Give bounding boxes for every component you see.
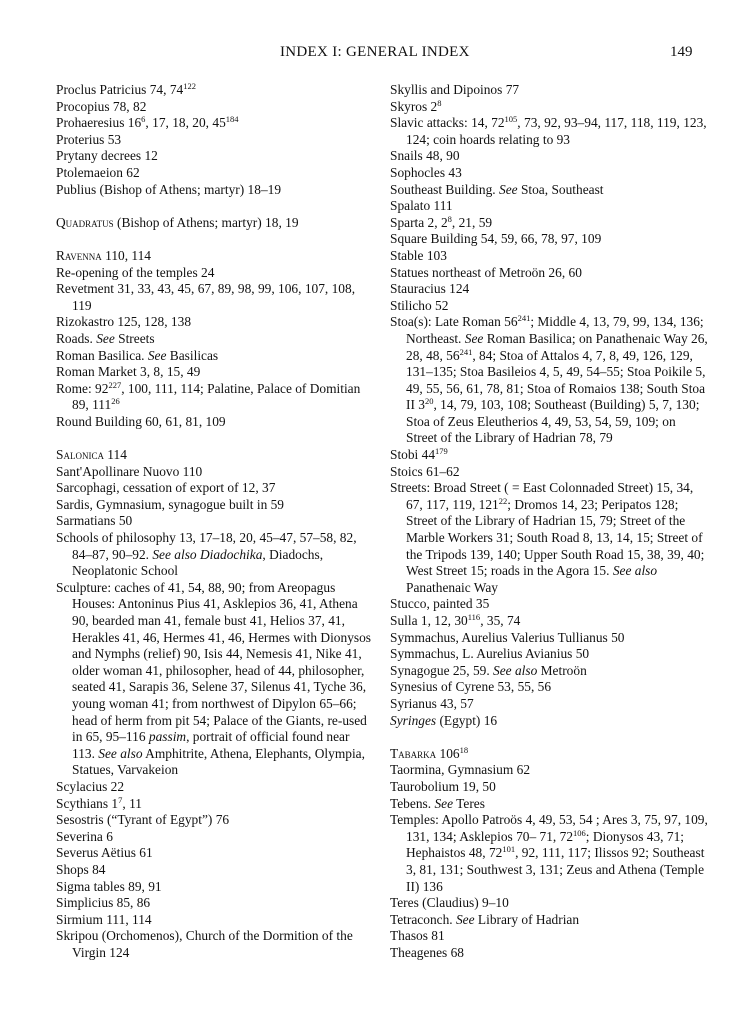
index-entry: Ravenna 110, 114	[56, 247, 152, 263]
index-column-left	[56, 82, 374, 961]
page-number: 149	[670, 44, 693, 60]
index-entry: Skyros $2^8$	[390, 97, 442, 114]
index-entry: Re-opening of the temples 24	[56, 264, 215, 280]
index-entry: Snails 48, 90	[390, 148, 460, 164]
index-entry: Procopius 78, 82	[56, 98, 147, 114]
index-entry: Scylacius 22	[56, 778, 125, 794]
index-entry: Synagogue 25, 59. See also Metroön	[390, 662, 587, 678]
index-entry: Sarcophagi, cessation of export of 12, 37	[56, 480, 276, 496]
index-entry: Publius (Bishop of Athens; martyr) 18–19	[56, 181, 282, 197]
index-entry: Sigma tables 89, 91	[56, 878, 162, 894]
index-entry: Proclus Patricius 74, $74^{122}$	[56, 81, 196, 97]
index-entry: Taurobolium 19, 50	[390, 778, 496, 794]
index-entry: Quadratus (Bishop of Athens; martyr) 18, 19	[56, 214, 299, 230]
index-entry: Sirmium 111, 114	[56, 911, 152, 927]
index-entry: Thasos 81	[390, 928, 445, 944]
index-entry: Syringes (Egypt) 16	[390, 712, 498, 728]
index-entry: Teres (Claudius) 9–10	[390, 895, 509, 911]
index-entry: Revetment 31, 33, 43, 45, 67, 89, 98, 99, 106, 107, 108, 119	[56, 281, 356, 313]
index-entry: Sarmatians 50	[56, 513, 133, 529]
index-entry: Scythians $1^7$, 11	[56, 794, 142, 811]
index-entry: Spalato 111	[390, 198, 453, 214]
index-entry: Stobi $44^{179}$	[390, 446, 448, 463]
index-entry: Stilicho 52	[390, 297, 449, 313]
index-entry: Schools of philosophy 13, 17–18, 20, 45–47, 57–58, 82, 84–87, 90–92. See also Diadochika, Diadochs, Neoplatonic School	[56, 530, 357, 579]
index-entry: Symmachus, Aurelius Valerius Tullianus 50	[390, 629, 625, 645]
index-entry: Skyllis and Dipoinos 77	[390, 82, 520, 97]
index-entry: Prohaeresius $16^6$, 17, 18, 20, $45^{184}$	[56, 114, 239, 131]
index-entry: Theagenes 68	[390, 944, 464, 960]
index-entry: Round Building 60, 61, 81, 109	[56, 413, 226, 429]
index-entry: Sulla 1, 12, $30^{116}$, 35, 74	[390, 612, 521, 628]
index-entry: Stoics 61–62	[390, 463, 460, 479]
index-entry: Roads. See Streets	[56, 330, 155, 346]
index-entry: Southeast Building. See Stoa, Southeast	[390, 181, 604, 197]
index-entry: Salonica 114	[56, 447, 127, 463]
index-entry: Streets: Broad Street ( = East Colonnaded Street) 15, 34, 67, 117, 119, $121^{22}$; Dromos 14, 23; Peripatos 128; Street of the Library of Hadrian 15, 79; Street of the Marble Workers 31; South Road 8, 13, 14, 15; Street of the Tripods 139, 140; Upper South Road 15, 38, 39, 40; West Street 15; roads in the Agora 15. See also Panathenaic Way	[390, 480, 705, 595]
running-head	[0, 44, 742, 66]
index-entry: Sesostris (“Tyrant of Egypt”) 76	[56, 812, 230, 828]
index-entry: Stauracius 124	[390, 281, 470, 297]
index-entry: Skripou (Orchomenos), Church of the Dormition of the Virgin 124	[56, 928, 353, 960]
index-entry: Stable 103	[390, 247, 447, 263]
index-entry: Roman Market 3, 8, 15, 49	[56, 364, 201, 380]
index-entry: Stoa(s): Late Roman $56^{241}$; Middle 4, 13, 79, 99, 134, 136; Northeast. See Roman Basilica; on Panathenaic Way 26, 28, 48, $56^{241}$, 84; Stoa of Attalos 4, 7, 8, 49, 126, 129, 131–135; Stoa Basileios 4, 5, 49, 54–55; Stoa Poikile 5, 49, 55, 56, 61, 78, 81; Stoa of Romaios 138; South Stoa II $3^{20}$, 14, 79, 103, 108; Southeast (Building) 5, 7, 130; Stoa of Zeus Eleutherios 4, 49, 53, 54, 59, 109; on Street of the Library of Hadrian 78, 79	[390, 313, 708, 446]
index-column-right	[390, 82, 708, 961]
index-entry: Tabarka $106^{18}$	[390, 744, 469, 761]
index-entry: Sparta 2, $2^8$, 21, 59	[390, 213, 493, 230]
index-entry: Shops 84	[56, 861, 106, 877]
index-entry: Sophocles 43	[390, 164, 462, 180]
index-entry: Taormina, Gymnasium 62	[390, 762, 531, 778]
index-entry: Ptolemaeion 62	[56, 164, 140, 180]
index-entry: Sculpture: caches of 41, 54, 88, 90; from Areopagus Houses: Antoninus Pius 41, Asklepios 36, 41, Athena 90, bearded man 41, female bust 41, Helios 37, 41, Herakles 41, 46, Hermes 41, 46, Hermes with Dionysos and Nymphs (relief) 90, Isis 44, Nemesis 41, Nike 41, older woman 41, philosopher, head of 44, philosopher, seated 41, Sarapis 36, Selene 37, Silenus 41, Tyche 36, young woman 41; from northwest of Dipylon 65–66; head of herm from pit 54; Palace of the Giants, re-used in 65, 95–116 passim, portrait of official found near 113. See also Amphitrite, Athena, Elephants, Olympia, Statues, Varvakeion	[56, 579, 372, 778]
index-entry: Symmachus, L. Aurelius Avianius 50	[390, 646, 590, 662]
index-entry: Synesius of Cyrene 53, 55, 56	[390, 679, 552, 695]
index-entry: Sant'Apollinare Nuovo 110	[56, 463, 203, 479]
index-entry: Statues northeast of Metroön 26, 60	[390, 264, 582, 280]
index-entry: Temples: Apollo Patroös 4, 49, 53, 54 ; Ares 3, 75, 97, 109, 131, 134; Asklepios 70– 71, $72^{106}$; Dionysos 43, 71; Hephaistos 48, $72^{101}$, 92, 111, 117; Ilissos 92; Southeast 3, 81, 131; Southwest 3, 131; Zeus and Athena (Temple II) 136	[390, 812, 708, 894]
index-entry: Stucco, painted 35	[390, 596, 490, 612]
index-entry: Prytany decrees 12	[56, 148, 158, 164]
index-entry: Proterius 53	[56, 131, 122, 147]
index-entry: Sardis, Gymnasium, synagogue built in 59	[56, 496, 285, 512]
index-entry: Slavic attacks: 14, $72^{105}$, 73, 92, 93–94, 117, 118, 119, 123, 124; coin hoards relating to 93	[390, 114, 707, 147]
index-entry: Syrianus 43, 57	[390, 695, 474, 711]
index-entry: Tebens. See Teres	[390, 795, 485, 811]
index-entry: Roman Basilica. See Basilicas	[56, 347, 219, 363]
index-entry: Square Building 54, 59, 66, 78, 97, 109	[390, 231, 602, 247]
index-entry: Tetraconch. See Library of Hadrian	[390, 911, 580, 927]
index-entry: Severus Aëtius 61	[56, 845, 153, 861]
page-title: INDEX I: GENERAL INDEX	[280, 44, 470, 60]
index-entry: Rome: $92^{227}$, 100, 111, 114; Palatine, Palace of Domitian 89, $111^{26}$	[56, 379, 361, 413]
index-entry: Rizokastro 125, 128, 138	[56, 314, 192, 330]
index-entry: Simplicius 85, 86	[56, 895, 151, 911]
index-entry: Severina 6	[56, 828, 113, 844]
